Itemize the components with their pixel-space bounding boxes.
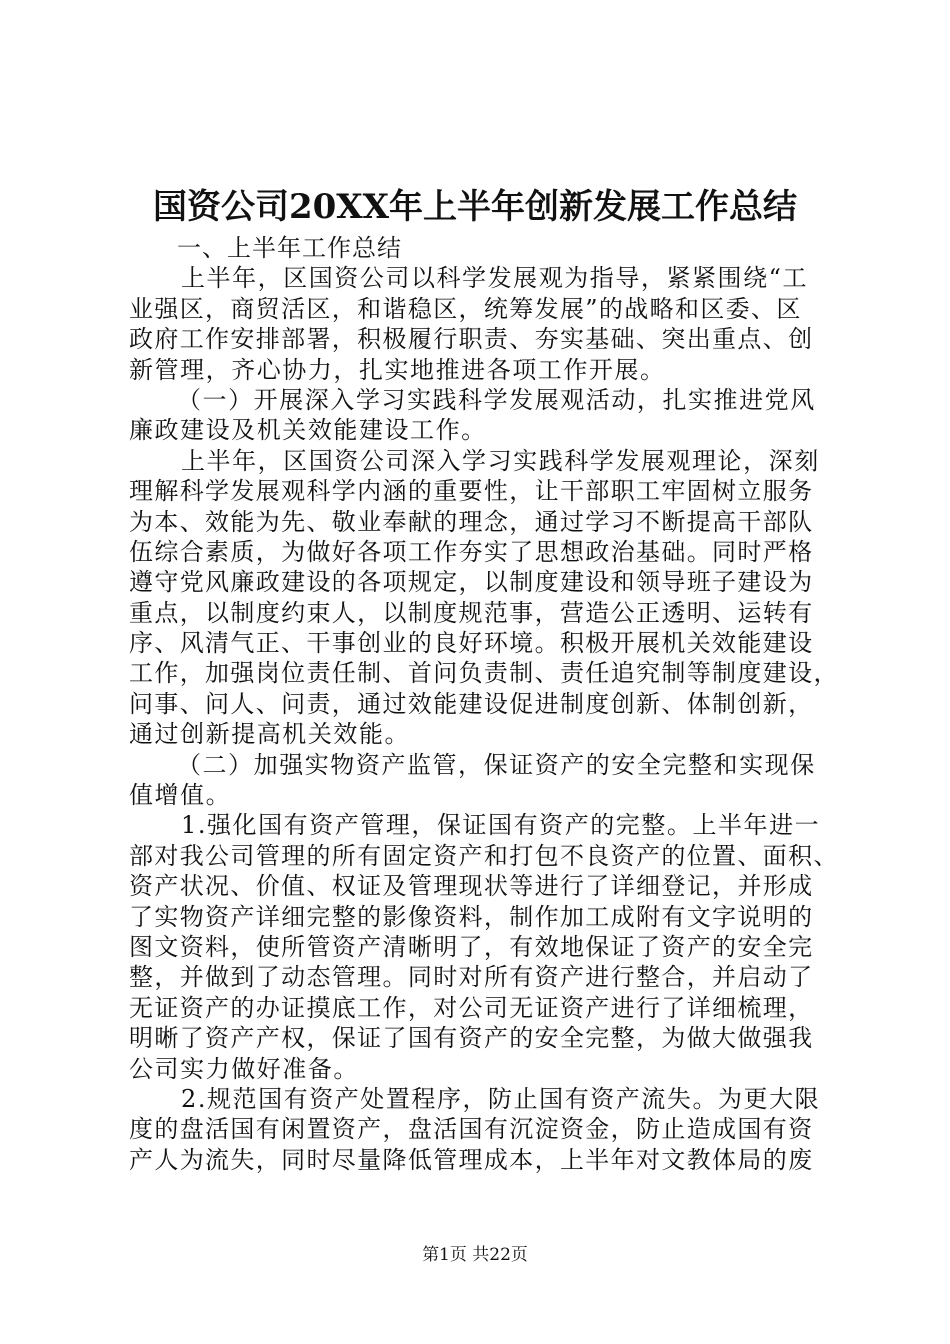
paragraph-line: 无证资产的办证摸底工作，对公司无证资产进行了详细梳理，: [129, 993, 814, 1022]
paragraph-line: 工作，加强岗位责任制、首问负责制、责任追究制等制度建设，: [129, 659, 839, 688]
paragraph-line: 上半年，区国资公司以科学发展观为指导，紧紧围绕“工: [181, 264, 809, 293]
section-heading: 一、上半年工作总结: [177, 234, 402, 262]
paragraph-line: 整，并做到了动态管理。同时对所有资产进行整合，并启动了: [129, 963, 814, 992]
paragraph-line: 产人为流失，同时尽量降低管理成本，上半年对文教体局的废: [129, 1145, 814, 1174]
paragraph-line: 1.强化国有资产管理，保证国有资产的完整。上半年进一: [181, 811, 821, 840]
paragraph-line: 明晰了资产产权，保证了国有资产的安全完整，为做大做强我: [129, 1024, 814, 1053]
paragraph-line: 遵守党风廉政建设的各项规定，以制度建设和领导班子建设为: [129, 568, 814, 597]
paragraph-line: 伍综合素质，为做好各项工作夯实了思想政治基础。同时严格: [129, 537, 814, 566]
page-footer: 第1页 共22页: [422, 1245, 528, 1265]
paragraph-line: 了实物资产详细完整的影像资料，制作加工成附有文字说明的: [129, 902, 814, 931]
paragraph-line: 业强区，商贸活区，和谐稳区，统筹发展”的战略和区委、区: [129, 294, 802, 323]
paragraph-line: 新管理，齐心协力，扎实地推进各项工作开展。: [129, 355, 666, 384]
paragraph-line: 序、风清气正、干事创业的良好环境。积极开展机关效能建设: [129, 629, 814, 658]
paragraph-line: 资产状况、价值、权证及管理现状等进行了详细登记，并形成: [129, 872, 814, 901]
paragraph-line: 度的盘活国有闲置资产，盘活国有沉淀资金，防止造成国有资: [129, 1115, 814, 1144]
paragraph-line: 图文资料，使所管资产清晰明了，有效地保证了资产的安全完: [129, 932, 814, 961]
document-title: 国资公司20XX年上半年创新发展工作总结: [152, 187, 798, 227]
paragraph-line: 为本、效能为先、敬业奉献的理念，通过学习不断提高干部队: [129, 507, 814, 536]
paragraph-line: 通过创新提高机关效能。: [129, 720, 411, 749]
paragraph-line: 问事、问人、问责，通过效能建设促进制度创新、体制创新，: [129, 689, 814, 718]
paragraph-line: 部对我公司管理的所有固定资产和打包不良资产的位置、面积、: [129, 841, 839, 870]
paragraph-line: 重点，以制度约束人，以制度规范事，营造公正透明、运转有: [129, 598, 814, 627]
subsection-heading: （二）加强实物资产监管，保证资产的安全完整和实现保: [177, 750, 816, 779]
subsection-heading: 值增值。: [129, 781, 232, 810]
paragraph-line: 上半年，区国资公司深入学习实践科学发展观理论，深刻: [181, 446, 820, 475]
document-body: [129, 233, 854, 1175]
subsection-heading: （一）开展深入学习实践科学发展观活动，扎实推进党风: [177, 385, 816, 414]
paragraph-line: 公司实力做好准备。: [129, 1054, 359, 1083]
paragraph-line: 理解科学发展观科学内涵的重要性，让干部职工牢固树立服务: [129, 477, 814, 506]
paragraph-line: 2.规范国有资产处置程序，防止国有资产流失。为更大限: [181, 1084, 821, 1113]
subsection-heading: 廉政建设及机关效能建设工作。: [129, 416, 487, 445]
paragraph-line: 政府工作安排部署，积极履行职责、夯实基础、突出重点、创: [129, 325, 814, 354]
